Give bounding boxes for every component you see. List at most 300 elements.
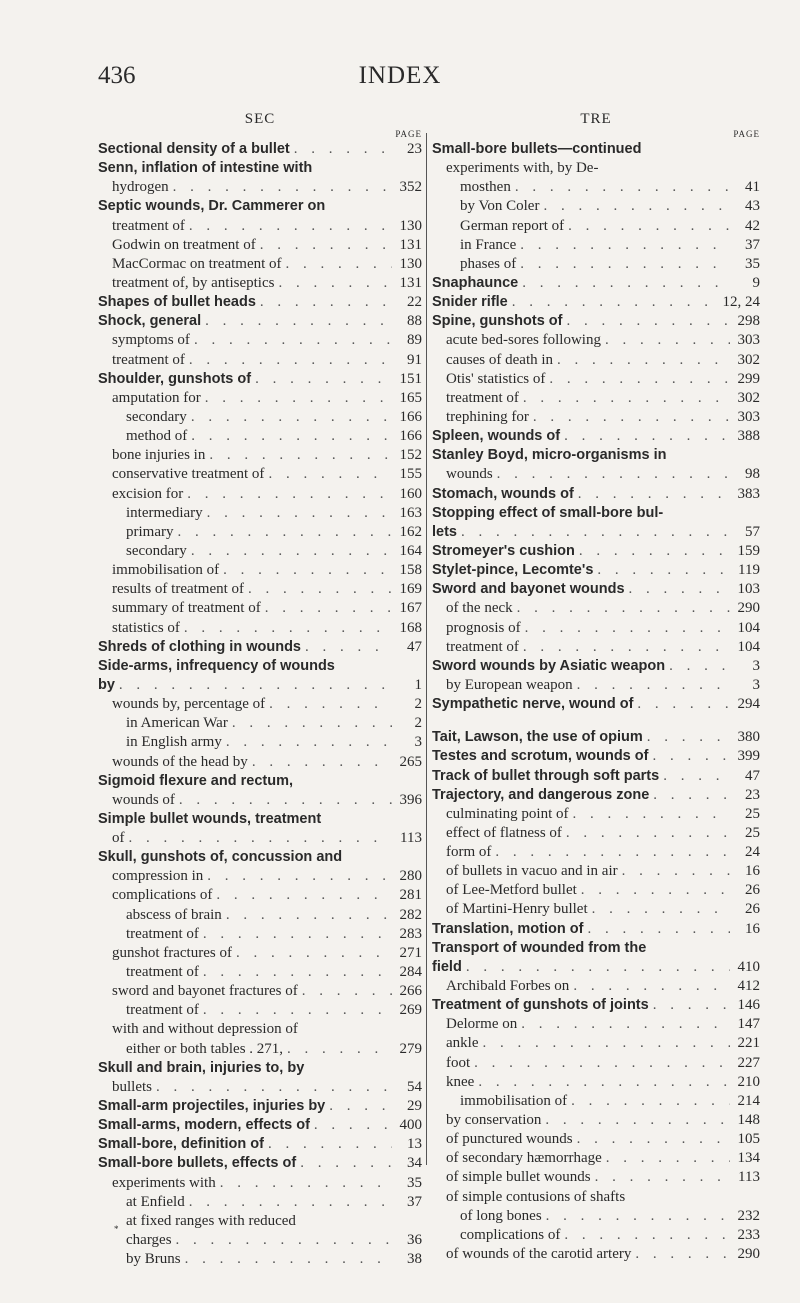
entry-page-number: 303 bbox=[737, 332, 760, 349]
entry-page-number: 412 bbox=[737, 978, 760, 995]
entry-text: in English army bbox=[126, 734, 222, 751]
index-entry bbox=[98, 1250, 422, 1269]
entry-text: Otis' statistics of bbox=[446, 370, 546, 387]
entry-page-number: 410 bbox=[737, 958, 760, 975]
entry-page-number: 303 bbox=[737, 408, 760, 425]
entry-page-number: 131 bbox=[399, 236, 422, 253]
index-entry bbox=[432, 293, 760, 312]
index-entry bbox=[98, 599, 422, 618]
leader-dots bbox=[653, 786, 730, 805]
index-entry bbox=[98, 561, 422, 580]
entry-page-number: 23 bbox=[745, 786, 760, 803]
entry-text: Small-bore bullets, effects of bbox=[98, 1155, 297, 1172]
leader-dots bbox=[587, 920, 730, 939]
index-entry bbox=[98, 925, 422, 944]
leader-dots bbox=[495, 843, 730, 862]
entry-text: wounds by, percentage of bbox=[112, 696, 266, 713]
entry-page-number: 221 bbox=[737, 1035, 760, 1052]
index-entry bbox=[432, 1188, 760, 1207]
entry-page-number: 25 bbox=[745, 824, 760, 841]
leader-dots bbox=[592, 900, 730, 919]
entry-page-number: 26 bbox=[745, 901, 760, 918]
index-entry bbox=[432, 485, 760, 504]
index-entry bbox=[432, 236, 760, 255]
index-entry bbox=[432, 695, 760, 714]
entry-text: Snider rifle bbox=[432, 294, 508, 311]
entry-text: either or both tables . 271, bbox=[126, 1040, 284, 1057]
entry-page-number: 12, 24 bbox=[722, 294, 760, 311]
entry-page-number: 167 bbox=[399, 600, 422, 617]
index-entry bbox=[432, 939, 760, 958]
leader-dots bbox=[220, 1174, 392, 1193]
index-entry bbox=[98, 619, 422, 638]
entry-text: culminating point of bbox=[446, 805, 569, 822]
entry-page-number: 113 bbox=[400, 830, 422, 847]
index-entry bbox=[98, 331, 422, 350]
entry-page-number: 233 bbox=[737, 1226, 760, 1243]
index-entry bbox=[432, 714, 760, 728]
leader-dots bbox=[268, 465, 392, 484]
entry-text: wounds of bbox=[112, 791, 175, 808]
leader-dots bbox=[515, 178, 730, 197]
index-entry bbox=[98, 140, 422, 159]
entry-text: experiments with, by De- bbox=[446, 160, 599, 177]
entry-page-number: 13 bbox=[407, 1136, 422, 1153]
index-entry bbox=[432, 862, 760, 881]
entry-text: acute bed-sores following bbox=[446, 332, 601, 349]
entry-text: of bbox=[112, 830, 125, 847]
leader-dots bbox=[302, 982, 392, 1001]
entry-text: Shapes of bullet heads bbox=[98, 294, 256, 311]
entry-text: gunshot fractures of bbox=[112, 944, 232, 961]
index-entry bbox=[432, 805, 760, 824]
leader-dots bbox=[521, 1015, 730, 1034]
leader-dots bbox=[543, 197, 730, 216]
entry-text: Shoulder, gunshots of bbox=[98, 370, 252, 387]
entry-text: amputation for bbox=[112, 389, 201, 406]
index-entry bbox=[98, 753, 422, 772]
entry-page-number: 26 bbox=[745, 882, 760, 899]
leader-dots bbox=[557, 351, 730, 370]
index-entry bbox=[98, 906, 422, 925]
index-entry bbox=[432, 523, 760, 542]
index-entry bbox=[432, 1015, 760, 1034]
entry-text: treatment of bbox=[112, 217, 185, 234]
entry-text: Simple bullet wounds, treatment bbox=[98, 810, 322, 827]
entry-page-number: 113 bbox=[738, 1169, 760, 1186]
entry-page-number: 210 bbox=[737, 1073, 760, 1090]
index-entry bbox=[432, 331, 760, 350]
page-number: 436 bbox=[98, 62, 136, 89]
index-entry bbox=[98, 657, 422, 676]
entry-text: intermediary bbox=[126, 504, 203, 521]
leader-dots bbox=[265, 599, 392, 618]
entry-text: of simple contusions of shafts bbox=[446, 1188, 626, 1205]
leader-dots bbox=[629, 580, 730, 599]
leader-dots bbox=[255, 370, 392, 389]
index-entry bbox=[98, 427, 422, 446]
leader-dots bbox=[567, 312, 731, 331]
index-entry bbox=[432, 1149, 760, 1168]
entry-page-number: 16 bbox=[745, 863, 760, 880]
entry-text: Spleen, wounds of bbox=[432, 428, 561, 445]
leader-dots bbox=[189, 351, 392, 370]
entry-text: bullets bbox=[112, 1078, 152, 1095]
entry-text: method of bbox=[126, 428, 188, 445]
index-entry bbox=[432, 1207, 760, 1226]
leader-dots bbox=[606, 1149, 730, 1168]
entry-text: in American War bbox=[126, 715, 228, 732]
entry-page-number: 104 bbox=[737, 619, 760, 636]
index-entry bbox=[432, 900, 760, 919]
entry-page-number: 42 bbox=[745, 217, 760, 234]
entry-page-number: 35 bbox=[407, 1174, 422, 1191]
entry-page-number: 282 bbox=[399, 906, 422, 923]
entry-page-number: 164 bbox=[399, 542, 422, 559]
entry-page-number: 399 bbox=[737, 748, 760, 765]
index-entry bbox=[98, 714, 422, 733]
entry-page-number: 279 bbox=[399, 1040, 422, 1057]
entry-page-number: 281 bbox=[399, 887, 422, 904]
index-entry bbox=[98, 944, 422, 963]
leader-dots bbox=[478, 1073, 730, 1092]
leader-dots bbox=[578, 485, 730, 504]
entry-text: Stylet-pince, Lecomte's bbox=[432, 562, 594, 579]
index-entry bbox=[432, 786, 760, 805]
index-entry bbox=[98, 580, 422, 599]
entry-page-number: 130 bbox=[399, 217, 422, 234]
leader-dots bbox=[129, 829, 393, 848]
entry-text: of long bones bbox=[460, 1207, 542, 1224]
index-entry bbox=[432, 824, 760, 843]
entry-text: form of bbox=[446, 844, 492, 861]
entry-page-number: 400 bbox=[399, 1117, 422, 1134]
entry-text: by European weapon bbox=[446, 676, 573, 693]
entry-text: Sigmoid flexure and rectum, bbox=[98, 772, 293, 789]
entry-page-number: 37 bbox=[407, 1193, 422, 1210]
entry-text: complications of bbox=[460, 1226, 561, 1243]
leader-dots bbox=[545, 1111, 730, 1130]
entry-page-number: 152 bbox=[399, 447, 422, 464]
index-entry bbox=[98, 1001, 422, 1020]
entry-text: wounds of the head by bbox=[112, 753, 248, 770]
entry-page-number: 147 bbox=[737, 1016, 760, 1033]
entry-page-number: 23 bbox=[407, 141, 422, 157]
leader-dots bbox=[236, 944, 392, 963]
entry-page-number: 3 bbox=[414, 734, 422, 751]
entry-text: summary of treatment of bbox=[112, 600, 261, 617]
entry-page-number: 163 bbox=[399, 504, 422, 521]
right-entry-list bbox=[432, 140, 760, 1264]
index-entry bbox=[98, 542, 422, 561]
entry-text: of Lee-Metford bullet bbox=[446, 882, 577, 899]
entry-text: of Martini-Henry bullet bbox=[446, 901, 588, 918]
index-entry bbox=[98, 733, 422, 752]
entry-page-number: 298 bbox=[737, 313, 760, 330]
leader-dots bbox=[156, 1078, 392, 1097]
leader-dots bbox=[305, 638, 392, 657]
entry-text: phases of bbox=[460, 255, 517, 272]
index-entry bbox=[432, 1111, 760, 1130]
leader-dots bbox=[597, 561, 730, 580]
leader-dots bbox=[294, 140, 392, 159]
leader-dots bbox=[119, 676, 392, 695]
leader-dots bbox=[579, 542, 730, 561]
entry-page-number: 22 bbox=[407, 294, 422, 311]
index-entry bbox=[98, 370, 422, 389]
index-entry bbox=[432, 657, 760, 676]
entry-page-number: 294 bbox=[737, 696, 760, 713]
entry-page-number: 155 bbox=[399, 466, 422, 483]
entry-text: Skull, gunshots of, concussion and bbox=[98, 849, 343, 866]
leader-dots bbox=[520, 255, 730, 274]
index-entry bbox=[432, 1073, 760, 1092]
leader-dots bbox=[497, 465, 730, 484]
entry-page-number: 383 bbox=[737, 485, 760, 502]
leader-dots bbox=[203, 963, 392, 982]
page-header bbox=[0, 62, 800, 102]
leader-dots bbox=[525, 619, 730, 638]
index-entry bbox=[432, 561, 760, 580]
entry-text: Godwin on treatment of bbox=[112, 236, 256, 253]
index-entry bbox=[98, 485, 422, 504]
entry-page-number: 302 bbox=[737, 389, 760, 406]
entry-page-number: 91 bbox=[407, 351, 422, 368]
entry-text: statistics of bbox=[112, 619, 180, 636]
entry-page-number: 158 bbox=[399, 562, 422, 579]
entry-page-number: 16 bbox=[745, 920, 760, 937]
entry-page-number: 134 bbox=[737, 1150, 760, 1167]
entry-text: conservative treatment of bbox=[112, 466, 265, 483]
entry-page-number: 159 bbox=[737, 542, 760, 559]
leader-dots bbox=[522, 274, 730, 293]
entry-page-number: 146 bbox=[737, 997, 760, 1014]
index-entry bbox=[432, 843, 760, 862]
entry-text: bone injuries in bbox=[112, 447, 206, 464]
leader-dots bbox=[581, 881, 730, 900]
index-entry bbox=[432, 1092, 760, 1111]
index-entry bbox=[98, 504, 422, 523]
entry-text: at Enfield bbox=[126, 1193, 185, 1210]
entry-text: of punctured wounds bbox=[446, 1131, 573, 1148]
index-entry bbox=[98, 772, 422, 791]
entry-page-number: 38 bbox=[407, 1251, 422, 1268]
leader-dots bbox=[177, 523, 392, 542]
leader-dots bbox=[187, 485, 392, 504]
index-entry bbox=[432, 728, 760, 747]
leader-dots bbox=[194, 331, 392, 350]
entry-page-number: 37 bbox=[745, 236, 760, 253]
leader-dots bbox=[191, 427, 392, 446]
entry-page-number: 232 bbox=[737, 1207, 760, 1224]
leader-dots bbox=[184, 619, 392, 638]
entry-page-number: 2 bbox=[414, 715, 422, 732]
entry-text: knee bbox=[446, 1073, 475, 1090]
leader-dots bbox=[577, 1130, 730, 1149]
leader-dots bbox=[207, 867, 392, 886]
leader-dots bbox=[191, 542, 392, 561]
entry-text: Delorme on bbox=[446, 1016, 518, 1033]
entry-page-number: 284 bbox=[399, 964, 422, 981]
entry-text: Small-arms, modern, effects of bbox=[98, 1117, 310, 1134]
entry-text: Sword wounds by Asiatic weapon bbox=[432, 657, 666, 674]
leader-dots bbox=[189, 217, 392, 236]
leader-dots bbox=[568, 217, 730, 236]
entry-text: Translation, motion of bbox=[432, 920, 584, 937]
leader-dots bbox=[248, 580, 392, 599]
index-entry bbox=[98, 523, 422, 542]
leader-dots bbox=[226, 906, 392, 925]
entry-text: with and without depression of bbox=[112, 1021, 298, 1038]
entry-text: wounds bbox=[446, 466, 493, 483]
entry-text: Senn, inflation of intestine with bbox=[98, 160, 313, 177]
entry-text: experiments with bbox=[112, 1174, 216, 1191]
entry-page-number: 299 bbox=[737, 370, 760, 387]
entry-text: hydrogen bbox=[112, 179, 169, 196]
leader-dots bbox=[223, 561, 392, 580]
entry-text: Track of bullet through soft parts bbox=[432, 767, 660, 784]
index-entry bbox=[98, 1135, 422, 1154]
leader-dots bbox=[512, 293, 719, 312]
leader-dots bbox=[314, 1116, 392, 1135]
leader-dots bbox=[564, 427, 730, 446]
entry-text: Tait, Lawson, the use of opium bbox=[432, 729, 643, 746]
index-entry bbox=[432, 638, 760, 657]
entry-text: by Bruns bbox=[126, 1251, 181, 1268]
entry-text: Sympathetic nerve, wound of bbox=[432, 696, 634, 713]
leader-dots bbox=[207, 504, 392, 523]
index-entry bbox=[432, 389, 760, 408]
entry-text: Archibald Forbes on bbox=[446, 978, 570, 995]
leader-dots bbox=[474, 1054, 730, 1073]
entry-text: Sword and bayonet wounds bbox=[432, 581, 625, 598]
leader-dots bbox=[572, 805, 730, 824]
index-entry bbox=[98, 178, 422, 197]
entry-page-number: 166 bbox=[399, 408, 422, 425]
index-entry bbox=[432, 159, 760, 178]
leader-dots bbox=[635, 1245, 730, 1264]
footer-mark: * bbox=[114, 1224, 119, 1234]
entry-page-number: 131 bbox=[399, 274, 422, 291]
entry-text: of secondary hæmorrhage bbox=[446, 1150, 602, 1167]
entry-text: treatment of bbox=[446, 389, 519, 406]
index-entry bbox=[98, 829, 422, 848]
leader-dots bbox=[605, 331, 730, 350]
leader-dots bbox=[278, 274, 392, 293]
index-entry bbox=[432, 1130, 760, 1149]
entry-text: in France bbox=[460, 236, 517, 253]
entry-text: field bbox=[432, 958, 462, 975]
entry-page-number: 24 bbox=[745, 844, 760, 861]
index-entry bbox=[98, 982, 422, 1001]
entry-page-number: 89 bbox=[407, 332, 422, 349]
leader-dots bbox=[286, 255, 392, 274]
entry-text: Side-arms, infrequency of wounds bbox=[98, 657, 335, 674]
index-entry bbox=[98, 312, 422, 331]
index-entry bbox=[98, 217, 422, 236]
leader-dots bbox=[232, 714, 392, 733]
entry-text: prognosis of bbox=[446, 619, 521, 636]
entry-text: complications of bbox=[112, 887, 213, 904]
index-entry bbox=[432, 408, 760, 427]
entry-text: by conservation bbox=[446, 1112, 542, 1129]
entry-page-number: 57 bbox=[745, 523, 760, 540]
entry-text: ankle bbox=[446, 1035, 479, 1052]
entry-text: secondary bbox=[126, 408, 187, 425]
entry-text: Stomach, wounds of bbox=[432, 485, 574, 502]
leader-dots bbox=[482, 1034, 730, 1053]
entry-text: mosthen bbox=[460, 179, 511, 196]
index-entry bbox=[98, 695, 422, 714]
entry-page-number: 1 bbox=[414, 676, 422, 693]
index-entry bbox=[98, 351, 422, 370]
index-entry bbox=[432, 676, 760, 695]
leader-dots bbox=[176, 1231, 392, 1250]
entry-text: treatment of bbox=[112, 351, 185, 368]
leader-dots bbox=[216, 886, 392, 905]
index-entry bbox=[432, 217, 760, 236]
index-entry bbox=[432, 427, 760, 446]
entry-page-number: 34 bbox=[407, 1155, 422, 1172]
entry-text: Transport of wounded from the bbox=[432, 939, 647, 956]
entry-page-number: 302 bbox=[737, 351, 760, 368]
entry-page-number: 162 bbox=[399, 523, 422, 540]
entry-page-number: 47 bbox=[745, 767, 760, 784]
entry-page-number: 3 bbox=[752, 676, 760, 693]
index-entry bbox=[98, 1212, 422, 1231]
index-entry bbox=[98, 274, 422, 293]
entry-page-number: 283 bbox=[399, 925, 422, 942]
entry-text: Testes and scrotum, wounds of bbox=[432, 748, 649, 765]
index-entry bbox=[98, 1154, 422, 1173]
entry-page-number: 3 bbox=[752, 657, 760, 674]
entry-page-number: 88 bbox=[407, 313, 422, 330]
entry-text: treatment of bbox=[126, 964, 199, 981]
index-entry bbox=[432, 619, 760, 638]
index-entry bbox=[432, 996, 760, 1015]
entry-page-number: 43 bbox=[745, 198, 760, 215]
index-entry bbox=[98, 886, 422, 905]
entry-page-number: 227 bbox=[737, 1054, 760, 1071]
entry-page-number: 290 bbox=[737, 1246, 760, 1263]
right-page-label: PAGE bbox=[733, 129, 760, 139]
entry-page-number: 104 bbox=[737, 638, 760, 655]
index-entry bbox=[98, 1116, 422, 1135]
index-entry bbox=[98, 1231, 422, 1250]
entry-page-number: 396 bbox=[399, 791, 422, 808]
leader-dots bbox=[577, 676, 730, 695]
leader-dots bbox=[252, 753, 392, 772]
index-entry bbox=[98, 1078, 422, 1097]
index-entry bbox=[432, 446, 760, 465]
entry-page-number: 266 bbox=[399, 983, 422, 1000]
leader-dots bbox=[205, 312, 392, 331]
leader-dots bbox=[546, 1207, 730, 1226]
entry-text: Skull and brain, injuries to, by bbox=[98, 1059, 305, 1076]
entry-text: symptoms of bbox=[112, 332, 190, 349]
leader-dots bbox=[268, 1135, 392, 1154]
leader-dots bbox=[269, 695, 392, 714]
index-entry bbox=[98, 638, 422, 657]
leader-dots bbox=[179, 791, 392, 810]
entry-page-number: 25 bbox=[745, 805, 760, 822]
index-entry bbox=[98, 867, 422, 886]
index-entry bbox=[432, 370, 760, 389]
entry-page-number: 54 bbox=[407, 1078, 422, 1095]
leader-dots bbox=[520, 236, 730, 255]
entry-text: results of treatment of bbox=[112, 581, 245, 598]
entry-page-number: 105 bbox=[737, 1131, 760, 1148]
